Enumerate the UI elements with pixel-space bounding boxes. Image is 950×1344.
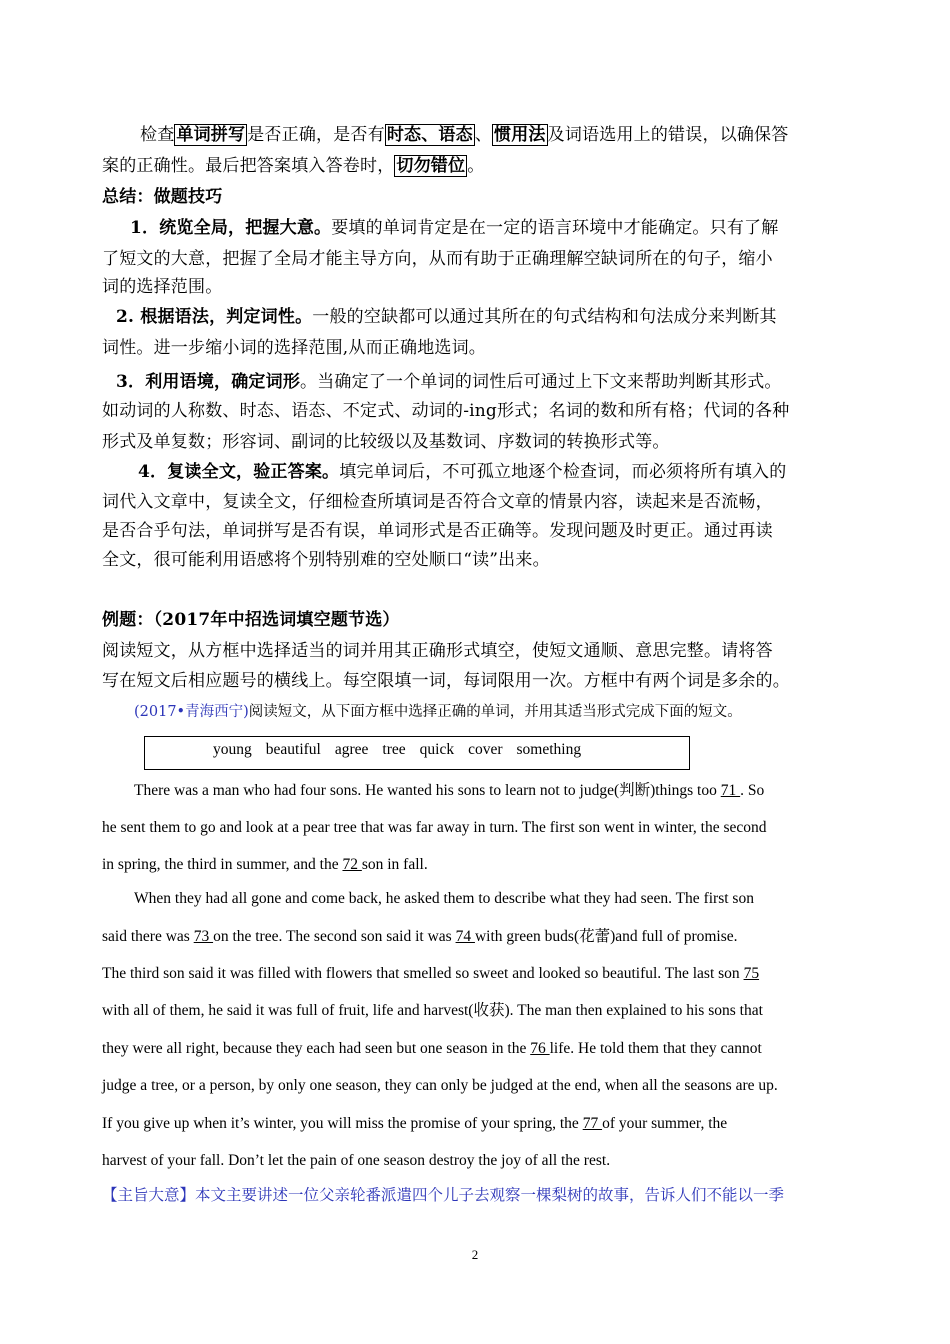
word-bank-item: cover bbox=[468, 741, 503, 758]
tip-1-line-1: 1．统览全局，把握大意。要填的单词肯定是在一定的语言环境中才能确定。只有了解 bbox=[130, 218, 779, 238]
tip-3-line-1: 3．利用语境，确定词形。当确定了一个单词的词性后可通过上下文来帮助判断其形式。 bbox=[116, 372, 782, 392]
example-instruction-1: 阅读短文，从方框中选择适当的词并用其正确形式填空，使短文通顺、意思完整。请将答 bbox=[102, 641, 773, 661]
blank-76[interactable]: 76 bbox=[530, 1040, 550, 1057]
word-bank-item: something bbox=[516, 741, 582, 758]
passage-line: they were all right, because they each had seen but one season in the 76 life. He told them that they cannot bbox=[102, 1040, 762, 1057]
example-instruction-2: 写在短文后相应题号的横线上。每空限填一词，每词限用一次。方框中有两个词是多余的。 bbox=[102, 671, 790, 691]
page-number: 2 bbox=[471, 1247, 479, 1262]
passage-line: If you give up when it’s winter, you will miss the promise of your spring, the 77 of your summer, the bbox=[102, 1115, 728, 1132]
passage-line: When they had all gone and come back, he asked them to describe what they had seen. The first son bbox=[134, 890, 754, 907]
tip-4-line-4: 全文，很可能利用语感将个别特别难的空处顺口“读”出来。 bbox=[102, 550, 550, 570]
tip-4-line-2: 词代入文章中，复读全文，仔细检查所填词是否符合文章的情景内容，读起来是否流畅， bbox=[102, 492, 773, 512]
boxed-term-tense: 时态、语态 bbox=[386, 125, 473, 145]
summary-heading: 总结：做题技巧 bbox=[102, 187, 223, 207]
blank-75[interactable]: 75 bbox=[743, 965, 760, 982]
intro-line-2: 案的正确性。最后把答案填入答卷时， 切勿错位 。 bbox=[102, 156, 485, 176]
tip-3-line-2: 如动词的人称数、时态、语态、不定式、动词的-ing形式；名词的数和所有格；代词的各种 bbox=[102, 401, 790, 421]
word-bank bbox=[213, 741, 595, 759]
tip-1-line-3: 词的选择范围。 bbox=[102, 277, 223, 297]
passage-line: said there was 73 on the tree. The second son said it was 74 with green buds(花蕾)and full of promise. bbox=[102, 928, 738, 945]
passage-line: harvest of your fall. Don’t let the pain of one season destroy the joy of all the rest. bbox=[102, 1152, 611, 1169]
blank-73[interactable]: 73 bbox=[193, 928, 214, 945]
source-tag: (2017•青海西宁) bbox=[134, 704, 249, 720]
passage-line: he sent them to go and look at a pear tree that was far away in turn. The first son went in winter, the second bbox=[102, 819, 767, 836]
example-heading: 例题：（2017年中招选词填空题节选） bbox=[102, 610, 400, 630]
intro-line-1: 检查 单词拼写 是否正确，是否有 时态、语态 、 惯用法 及词语选用上的错误，以确保答 bbox=[140, 125, 789, 145]
blank-77[interactable]: 77 bbox=[582, 1115, 603, 1132]
tip-4-line-3: 是否合乎句法，单词拼写是否有误，单词形式是否正确等。发现问题及时更正。通过再读 bbox=[102, 521, 773, 541]
boxed-term-no-misplace: 切勿错位 bbox=[396, 156, 466, 176]
passage-line: There was a man who had four sons. He wanted his sons to learn not to judge(判断)things too 71 . So bbox=[134, 782, 765, 799]
tip-2-line-1: 2. 根据语法，判定词性。一般的空缺都可以通过其所在的句式结构和句法成分来判断其 bbox=[116, 307, 777, 327]
passage-line: judge a tree, or a person, by only one season, they can only be judged at the end, when all the seasons are up. bbox=[102, 1077, 778, 1094]
tip-3-line-3: 形式及单复数；形容词、副词的比较级以及基数词、序数词的转换形式等。 bbox=[102, 432, 670, 452]
word-bank-item: quick bbox=[419, 741, 455, 758]
passage-line: with all of them, he said it was full of fruit, life and harvest(收获). The man then explained to his sons that bbox=[102, 1002, 763, 1019]
word-bank-item: agree bbox=[334, 741, 369, 758]
source-line: (2017•青海西宁)阅读短文，从下面方框中选择正确的单词，并用其适当形式完成下面的短文。 bbox=[134, 704, 742, 720]
boxed-term-spelling: 单词拼写 bbox=[176, 125, 246, 145]
tip-2-line-2: 词性。进一步缩小词的选择范围,从而正确地选词。 bbox=[102, 338, 487, 358]
passage-line: in spring, the third in summer, and the 72 son in fall. bbox=[102, 856, 428, 873]
main-idea-line: 【主旨大意】本文主要讲述一位父亲轮番派遣四个儿子去观察一棵梨树的故事，告诉人们不能以一季 bbox=[102, 1186, 785, 1204]
word-bank-item: young bbox=[213, 741, 252, 758]
word-bank-item: beautiful bbox=[265, 741, 321, 758]
passage-line: The third son said it was filled with flowers that smelled so sweet and looked so beautiful. The last son 75 bbox=[102, 965, 760, 982]
blank-74[interactable]: 74 bbox=[455, 928, 475, 945]
blank-72[interactable]: 72 bbox=[342, 856, 362, 873]
boxed-term-usage: 惯用法 bbox=[494, 125, 546, 145]
blank-71[interactable]: 71 bbox=[720, 782, 741, 799]
word-bank-box bbox=[144, 736, 690, 770]
word-bank-item: tree bbox=[382, 741, 406, 758]
tip-1-line-2: 了短文的大意，把握了全局才能主导方向，从而有助于正确理解空缺词所在的句子，缩小 bbox=[102, 249, 773, 269]
tip-4-line-1: 4．复读全文，验正答案。填完单词后，不可孤立地逐个检查词，而必须将所有填入的 bbox=[138, 462, 787, 482]
